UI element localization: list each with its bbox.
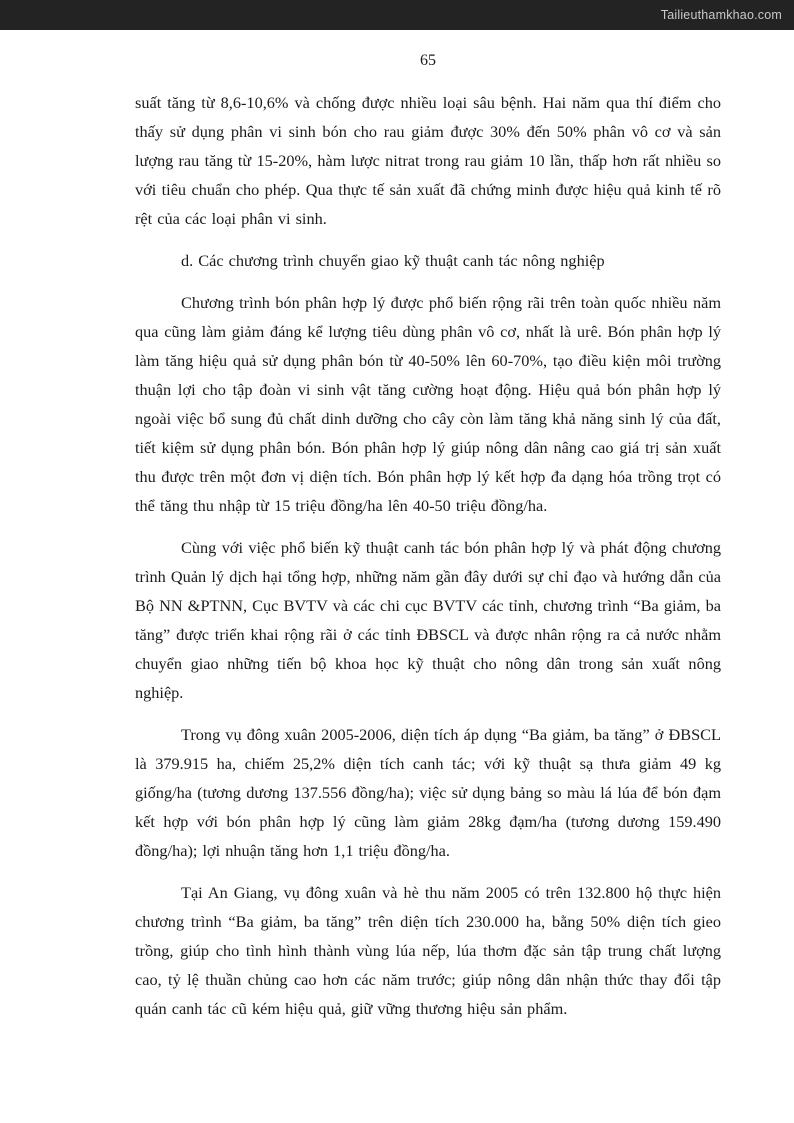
watermark-text: Tailieuthamkhao.com <box>660 8 782 22</box>
watermark-bar <box>0 0 794 30</box>
paragraph-continuation: suất tăng từ 8,6-10,6% và chống được nhiều loại sâu bệnh. Hai năm qua thí điểm cho thấy sử dụng phân vi sinh bón cho rau giảm được 30% đến 50% phân vô cơ và sản lượng rau tăng từ 15-20%, hàm lược nitrat trong rau giảm 10 lần, thấp hơn rất nhiều so với tiêu chuẩn cho phép. Qua thực tế sản xuất đã chứng minh được hiệu quả kinh tế rõ rệt của các loại phân vi sinh. <box>135 93 721 228</box>
paragraph-ba-giam-ba-tang-intro: Cùng với việc phổ biến kỹ thuật canh tác bón phân hợp lý và phát động chương trình Quản lý dịch hại tổng hợp, những năm gần đây dưới sự chỉ đạo và hướng dẫn của Bộ NN &PTNN, Cục BVTV và các chi cục BVTV các tỉnh, chương trình “Ba giảm, ba tăng” được triển khai rộng rãi ở các tỉnh ĐBSCL và được nhân rộng ra cả nước nhằm chuyển giao những tiến bộ khoa học kỹ thuật cho nông dân trong sản xuất nông nghiệp. <box>135 538 721 702</box>
paragraph-an-giang-statistics: Tại An Giang, vụ đông xuân và hè thu năm 2005 có trên 132.800 hộ thực hiện chương trình “Ba giảm, ba tăng” trên diện tích 230.000 ha, bằng 50% diện tích gieo trồng, giúp cho tình hình thành vùng lúa nếp, lúa thơm đặc sản tập trung chất lượng cao, tỷ lệ thuần chủng cao hơn các năm trước; giúp nông dân nhận thức thay đổi tập quán canh tác cũ kém hiệu quả, giữ vững thương hiệu sản phẩm. <box>135 883 721 1018</box>
document-content <box>135 52 721 1036</box>
page-number: 65 <box>420 52 436 69</box>
paragraph-dbscl-statistics: Trong vụ đông xuân 2005-2006, diện tích áp dụng “Ba giảm, ba tăng” ở ĐBSCL là 379.915 ha, chiếm 25,2% diện tích canh tác; với kỹ thuật sạ thưa giảm 49 kg giống/ha (tương dương 137.556 đồng/ha); việc sử dụng bảng so màu lá lúa để bón đạm kết hợp với bón phân hợp lý cũng làm giảm 28kg đạm/ha (tương dương 159.490 đồng/ha); lợi nhuận tăng hơn 1,1 triệu đồng/ha. <box>135 725 721 860</box>
section-heading: d. Các chương trình chuyển giao kỹ thuật canh tác nông nghiệp <box>181 251 605 270</box>
paragraph-fertilizer-program: Chương trình bón phân hợp lý được phổ biến rộng rãi trên toàn quốc nhiều năm qua cũng làm giảm đáng kể lượng tiêu dùng phân vô cơ, nhất là urê. Bón phân hợp lý làm tăng hiệu quả sử dụng phân bón từ 40-50% lên 60-70%, tạo điều kiện môi trường thuận lợi cho tập đoàn vi sinh vật tăng cường hoạt động. Hiệu quả bón phân hợp lý ngoài việc bổ sung đủ chất dinh dưỡng cho cây còn làm tăng khả năng sinh lý của đất, tiết kiệm sử dụng phân bón. Bón phân hợp lý giúp nông dân nâng cao giá trị sản xuất thu được trên một đơn vị diện tích. Bón phân hợp lý kết hợp đa dạng hóa trồng trọt có thể tăng thu nhập từ 15 triệu đồng/ha lên 40-50 triệu đồng/ha. <box>135 293 721 515</box>
